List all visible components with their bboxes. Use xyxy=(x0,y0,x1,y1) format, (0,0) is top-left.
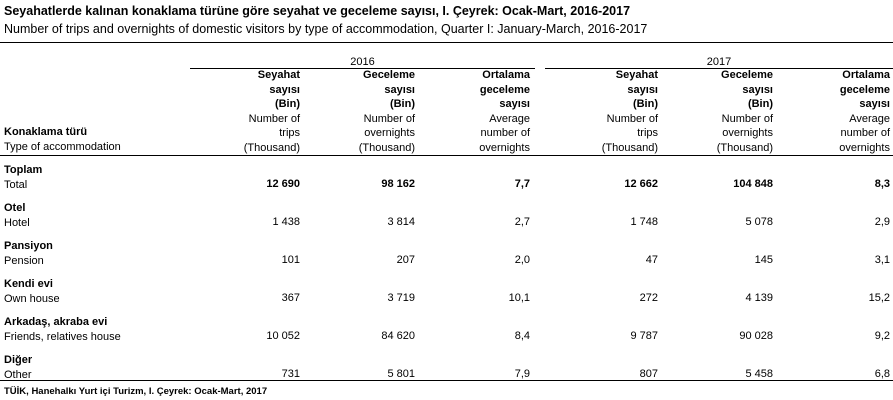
table-cell: 145 xyxy=(754,254,773,266)
table-cell: 1 748 xyxy=(630,216,658,228)
table-cell: 5 801 xyxy=(387,368,415,380)
column-header-line: trips xyxy=(637,127,658,140)
table-title: Seyahatlerde kalınan konaklama türüne göre seyahat ve geceleme sayısı, I. Çeyrek: Ocak-Mart, 2016-2017 xyxy=(4,4,631,18)
column-header-line: (Thousand) xyxy=(601,141,658,154)
column-header-line: (Bin) xyxy=(274,98,300,111)
bottom-rule xyxy=(0,380,893,381)
table-cell: 367 xyxy=(281,292,300,304)
table-subtitle: Number of trips and overnights of domestic visitors by type of accommodation, Quarter I: January-March, 2016-2017 xyxy=(4,22,648,36)
column-header-line: Geceleme xyxy=(363,69,415,81)
stub-header-tr: Konaklama türü xyxy=(4,126,88,138)
table-cell: 4 139 xyxy=(745,292,773,304)
row-label-en: Hotel xyxy=(4,216,30,229)
table-cell: 2,0 xyxy=(514,254,530,266)
column-header-line: geceleme xyxy=(839,83,890,96)
table-cell: 3 814 xyxy=(387,216,415,228)
table-cell: 807 xyxy=(639,368,658,380)
table-cell: 1 438 xyxy=(272,216,300,228)
row-label-tr: Otel xyxy=(4,202,26,214)
column-header-line: (Thousand) xyxy=(243,141,300,154)
column-header-line: Geceleme xyxy=(721,69,773,81)
column-header-line: Average xyxy=(849,112,890,125)
column-header-line: sayısı xyxy=(269,83,300,96)
table-cell: 6,8 xyxy=(874,368,890,380)
table-cell: 2,9 xyxy=(874,216,890,228)
row-label xyxy=(4,163,42,192)
row-label-tr: Arkadaş, akraba evi xyxy=(4,316,108,328)
source-note: TÜİK, Hanehalkı Yurt içi Turizm, I. Çeyrek: Ocak-Mart, 2017 xyxy=(4,386,268,397)
column-header-line: Ortalama xyxy=(842,69,890,81)
row-label-tr: Diğer xyxy=(4,354,33,366)
table-cell: 731 xyxy=(281,368,300,380)
column-header-line: overnights xyxy=(364,127,415,140)
stub-header-en: Type of accommodation xyxy=(4,140,121,153)
table-cell: 2,7 xyxy=(514,216,530,228)
row-label-en: Own house xyxy=(4,292,60,305)
year-2017: 2017 xyxy=(706,56,732,68)
column-header-line: Average xyxy=(489,112,530,125)
table-cell: 104 848 xyxy=(733,178,773,190)
column-header-line: Number of xyxy=(248,112,300,125)
column-header xyxy=(190,68,300,156)
table-cell: 101 xyxy=(281,254,300,266)
row-label-tr: Toplam xyxy=(4,164,43,176)
column-header-line: sayısı xyxy=(499,98,530,111)
column-header-line: (Bin) xyxy=(747,98,773,111)
column-header xyxy=(780,68,890,156)
row-label xyxy=(4,239,53,268)
column-header xyxy=(420,68,530,156)
column-header-line: overnights xyxy=(722,127,773,140)
column-header-line: (Thousand) xyxy=(358,141,415,154)
row-label-tr: Kendi evi xyxy=(4,278,53,290)
column-header-line: Number of xyxy=(363,112,415,125)
column-header-line: (Thousand) xyxy=(716,141,773,154)
row-label xyxy=(4,277,60,306)
column-header-line: Number of xyxy=(606,112,658,125)
row-label xyxy=(4,353,32,382)
column-header-line: number of xyxy=(840,127,890,140)
table-cell: 10,1 xyxy=(508,292,530,304)
column-header-line: Number of xyxy=(721,112,773,125)
table-cell: 5 078 xyxy=(745,216,773,228)
table-cell: 8,4 xyxy=(514,330,530,342)
column-header-line: Seyahat xyxy=(257,69,300,81)
row-label-tr: Pansiyon xyxy=(4,240,53,252)
top-rule xyxy=(0,42,893,43)
row-label-en: Friends, relatives house xyxy=(4,330,121,343)
table-cell: 9,2 xyxy=(874,330,890,342)
column-header xyxy=(548,68,658,156)
column-header-line: sayısı xyxy=(742,83,773,96)
column-header-line: number of xyxy=(480,127,530,140)
table-cell: 98 162 xyxy=(381,178,415,190)
column-header-line: overnights xyxy=(839,141,890,154)
column-header-line: trips xyxy=(279,127,300,140)
year-2016: 2016 xyxy=(350,56,375,68)
table-cell: 15,2 xyxy=(868,292,890,304)
table-cell: 9 787 xyxy=(630,330,658,342)
table-cell: 10 052 xyxy=(266,330,300,342)
column-header-line: overnights xyxy=(479,141,530,154)
table-cell: 272 xyxy=(639,292,658,304)
stub-header xyxy=(4,125,121,154)
column-header-line: (Bin) xyxy=(632,98,658,111)
column-header-line: Seyahat xyxy=(615,69,658,81)
row-label-en: Other xyxy=(4,368,32,381)
column-header-line: geceleme xyxy=(479,83,530,96)
row-label-en: Total xyxy=(4,178,28,191)
row-label xyxy=(4,315,121,344)
column-header-line: sayısı xyxy=(859,98,890,111)
column-header-line: Ortalama xyxy=(482,69,530,81)
column-header xyxy=(663,68,773,156)
table-cell: 84 620 xyxy=(381,330,415,342)
table-cell: 5 458 xyxy=(745,368,773,380)
table-cell: 12 690 xyxy=(266,178,300,190)
row-label-en: Pension xyxy=(4,254,44,267)
table-cell: 47 xyxy=(645,254,658,266)
header-rule xyxy=(0,155,893,156)
table-cell: 3 719 xyxy=(387,292,415,304)
table-cell: 207 xyxy=(396,254,415,266)
table-cell: 90 028 xyxy=(739,330,773,342)
column-header xyxy=(305,68,415,156)
column-header-line: sayısı xyxy=(627,83,658,96)
table-cell: 7,7 xyxy=(514,178,530,190)
column-header-line: sayısı xyxy=(384,83,415,96)
table-cell: 3,1 xyxy=(874,254,890,266)
table-cell: 12 662 xyxy=(624,178,658,190)
column-header-line: (Bin) xyxy=(389,98,415,111)
table-cell: 7,9 xyxy=(514,368,530,380)
row-label xyxy=(4,201,30,230)
table-cell: 8,3 xyxy=(874,178,890,190)
